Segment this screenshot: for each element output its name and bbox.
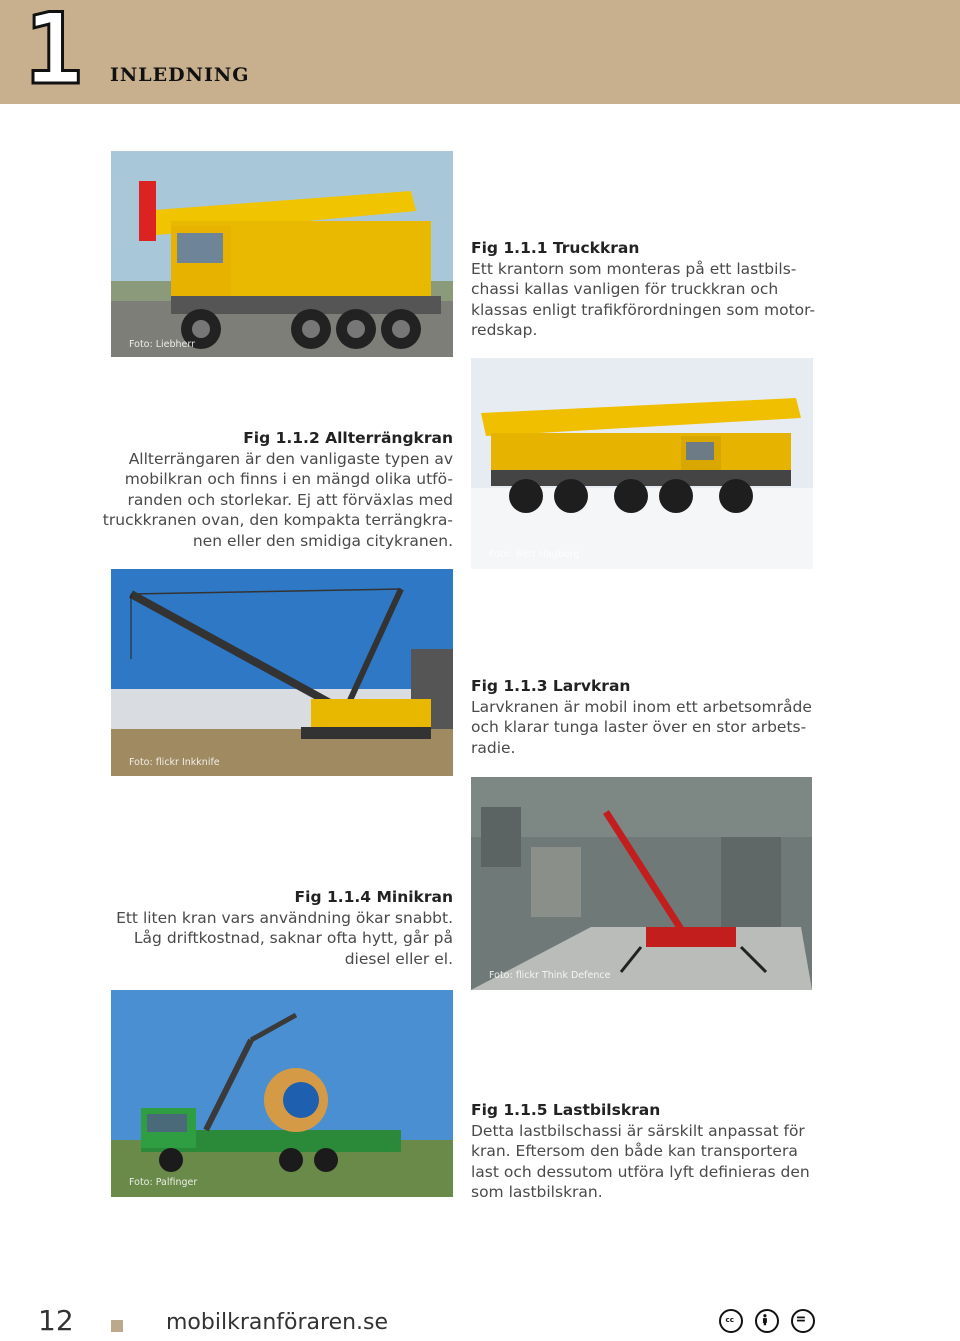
footer-square-icon: [111, 1320, 123, 1332]
figure-caption: [100, 887, 453, 969]
chapter-number: 1: [24, 0, 84, 107]
figure-title: Fig 1.1.1 Truckkran: [471, 239, 640, 257]
photo-credit: Foto: Palfinger: [129, 1177, 198, 1188]
figure-title: Fig 1.1.5 Lastbilskran: [471, 1101, 661, 1119]
chapter-title: INLEDNING: [110, 64, 250, 86]
caption-line: Ett krantorn som monteras på ett lastbils-: [471, 259, 797, 278]
photo-larvkran: [111, 569, 453, 776]
caption-line: klassas enligt trafikförordningen som motor-: [471, 300, 816, 319]
caption-line: Ett liten kran vars användning ökar snabbt.: [116, 908, 453, 927]
figure-title: Fig 1.1.3 Larvkran: [471, 677, 631, 695]
caption-line: och klarar tunga laster över en stor arbets-: [471, 718, 807, 736]
caption-line: diesel eller el.: [344, 949, 453, 968]
caption-line: truckkranen ovan, den kompakta terrängkra-: [102, 511, 453, 529]
photo-minikran: [471, 777, 812, 990]
chapter-header: [0, 0, 960, 107]
caption-line: Detta lastbilschassi är särskilt anpassat för: [471, 1121, 805, 1140]
photo-credit: Foto: Bert Hagberg: [489, 549, 580, 560]
photo-allterrangkran: [471, 358, 813, 569]
figure-caption: [471, 1100, 831, 1203]
caption-line: redskap.: [471, 321, 538, 339]
caption-line: som lastbilskran.: [471, 1183, 603, 1201]
by-icon: [755, 1309, 779, 1333]
caption-line: chassi kallas vanligen för truckkran och: [471, 280, 779, 298]
nd-icon: [791, 1309, 815, 1333]
caption-line: Låg driftkostnad, saknar ofta hytt, går på: [133, 929, 453, 947]
cc-icon: [719, 1309, 743, 1333]
figure-title: Fig 1.1.2 Allterrängkran: [243, 429, 453, 447]
caption-line: nen eller den smidiga citykranen.: [192, 531, 453, 550]
photo-credit: Foto: flickr Think Defence: [489, 970, 611, 981]
caption-line: Allterrängaren är den vanligaste typen av: [128, 449, 453, 468]
photo-lastbilskran: [111, 990, 453, 1197]
caption-line: kran. Eftersom den både kan transportera: [471, 1142, 798, 1160]
figure-caption: [100, 428, 453, 551]
svg-text:cc: cc: [725, 1315, 734, 1325]
site-name: mobilkranföraren.se: [166, 1310, 389, 1335]
caption-line: radie.: [471, 738, 516, 757]
caption-line: Larvkranen är mobil inom ett arbetsområde: [471, 697, 812, 716]
figure-caption: [471, 676, 831, 758]
page-number: 12: [38, 1304, 74, 1337]
photo-credit: Foto: Liebherr: [129, 339, 196, 350]
figure-caption: [471, 238, 831, 341]
caption-line: mobilkran och finns i en mängd olika utfö-: [124, 470, 453, 488]
caption-line: last och dessutom utföra lyft definieras den: [471, 1162, 810, 1181]
figure-title: Fig 1.1.4 Minikran: [294, 888, 453, 906]
photo-credit: Foto: flickr Inkknife: [129, 757, 220, 768]
photo-truckkran: [111, 151, 453, 357]
caption-line: randen och storlekar. Ej att förväxlas med: [127, 490, 453, 509]
